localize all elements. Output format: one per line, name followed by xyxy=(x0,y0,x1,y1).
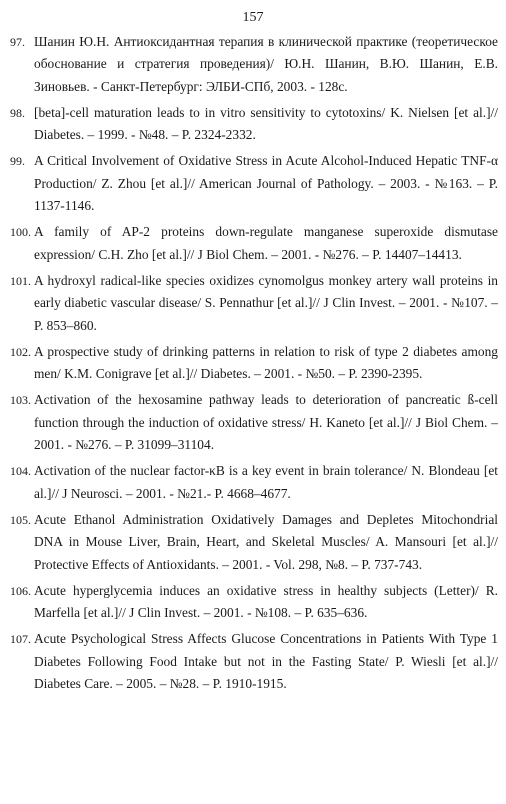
reference-text: A family of AP-2 proteins down-regulate manganese superoxide dismutase expression/ C.H. Zho [et al.]// J Biol Chem. – 2001. - №276. – P. 14407–14413. xyxy=(34,224,498,262)
reference-item xyxy=(10,509,498,576)
reference-text: Acute Ethanol Administration Oxidatively Damages and Depletes Mitochondrial DNA in Mouse Liver, Brain, Heart, and Skeletal Muscles/ A. Mansouri [et al.]// Protective Effects of Antioxidants. – 2001. - Vol. 298, №8. – P. 737-743. xyxy=(34,511,498,572)
reference-item xyxy=(10,221,498,266)
reference-number: 102. xyxy=(10,344,31,359)
reference-number: 105. xyxy=(10,512,31,527)
reference-item xyxy=(10,31,498,98)
reference-item xyxy=(10,341,498,386)
page-number: 157 xyxy=(242,10,264,25)
reference-text: A Critical Involvement of Oxidative Stress in Acute Alcohol-Induced Hepatic TNF-α Production/ Z. Zhou [et al.]// American Journal of Pathology. – 2003. - №163. – P. 1137-1146. xyxy=(34,153,498,214)
reference-number: 106. xyxy=(10,583,31,598)
reference-text: A prospective study of drinking patterns in relation to risk of type 2 diabetes among men/ K.M. Conigrave [et al.]// Diabetes. – 2001. - №50. – P. 2390-2395. xyxy=(34,343,498,382)
reference-item xyxy=(10,102,498,147)
reference-text: Шанин Ю.Н. Антиоксидантная терапия в клинической практике (теоретическое обоснование и стратегия проведения)/ Ю.Н. Шанин, В.Ю. Шанин, Е.В. Зиновьев. - Санкт-Петербург: ЭЛБИ-СПб, 2003. - 128с. xyxy=(34,34,498,94)
reference-text: Acute Psychological Stress Affects Glucose Concentrations in Patients With Type 1 Diabetes Following Food Intake but not in the Fasting State/ P. Wiesli [et al.]// Diabetes Care. – 2005. – №28. – P. 1910-1915. xyxy=(34,631,498,692)
reference-number: 104. xyxy=(10,464,31,479)
reference-text: A hydroxyl radical-like species oxidizes cynomolgus monkey artery wall proteins in early diabetic vascular disease/ S. Pennathur [et al.]// J Clin Invest. – 2001. - №107. – P. 853–860. xyxy=(34,272,498,333)
reference-item xyxy=(10,628,498,695)
reference-list xyxy=(10,31,498,699)
reference-item xyxy=(10,270,498,337)
reference-number: 99. xyxy=(10,154,25,169)
reference-text: Acute hyperglycemia induces an oxidative stress in healthy subjects (Letter)/ R. Marfella [et al.]// J Clin Invest. – 2001. - №108. – P. 635–636. xyxy=(34,582,498,621)
reference-number: 103. xyxy=(10,393,31,408)
reference-text: [beta]-cell maturation leads to in vitro sensitivity to cytotoxins/ K. Nielsen [et al.]// Diabetes. – 1999. - №48. – P. 2324-2332. xyxy=(34,104,498,143)
reference-item xyxy=(10,460,498,505)
reference-number: 97. xyxy=(10,35,25,49)
reference-text: Activation of the nuclear factor-κB is a key event in brain tolerance/ N. Blondeau [et al.]// J Neurosci. – 2001. - №21.- P. 4668–4677. xyxy=(34,463,498,501)
reference-number: 98. xyxy=(10,105,25,120)
reference-item xyxy=(10,150,498,217)
reference-number: 107. xyxy=(10,632,31,647)
reference-number: 101. xyxy=(10,273,31,288)
reference-item xyxy=(10,580,498,625)
reference-number: 100. xyxy=(10,225,31,240)
reference-text: Activation of the hexosamine pathway leads to deterioration of pancreatic ß-cell function through the induction of oxidative stress/ H. Kaneto [et al.]// J Biol Chem. – 2001. - №276. – P. 31099–31104. xyxy=(34,392,498,453)
reference-item xyxy=(10,389,498,456)
